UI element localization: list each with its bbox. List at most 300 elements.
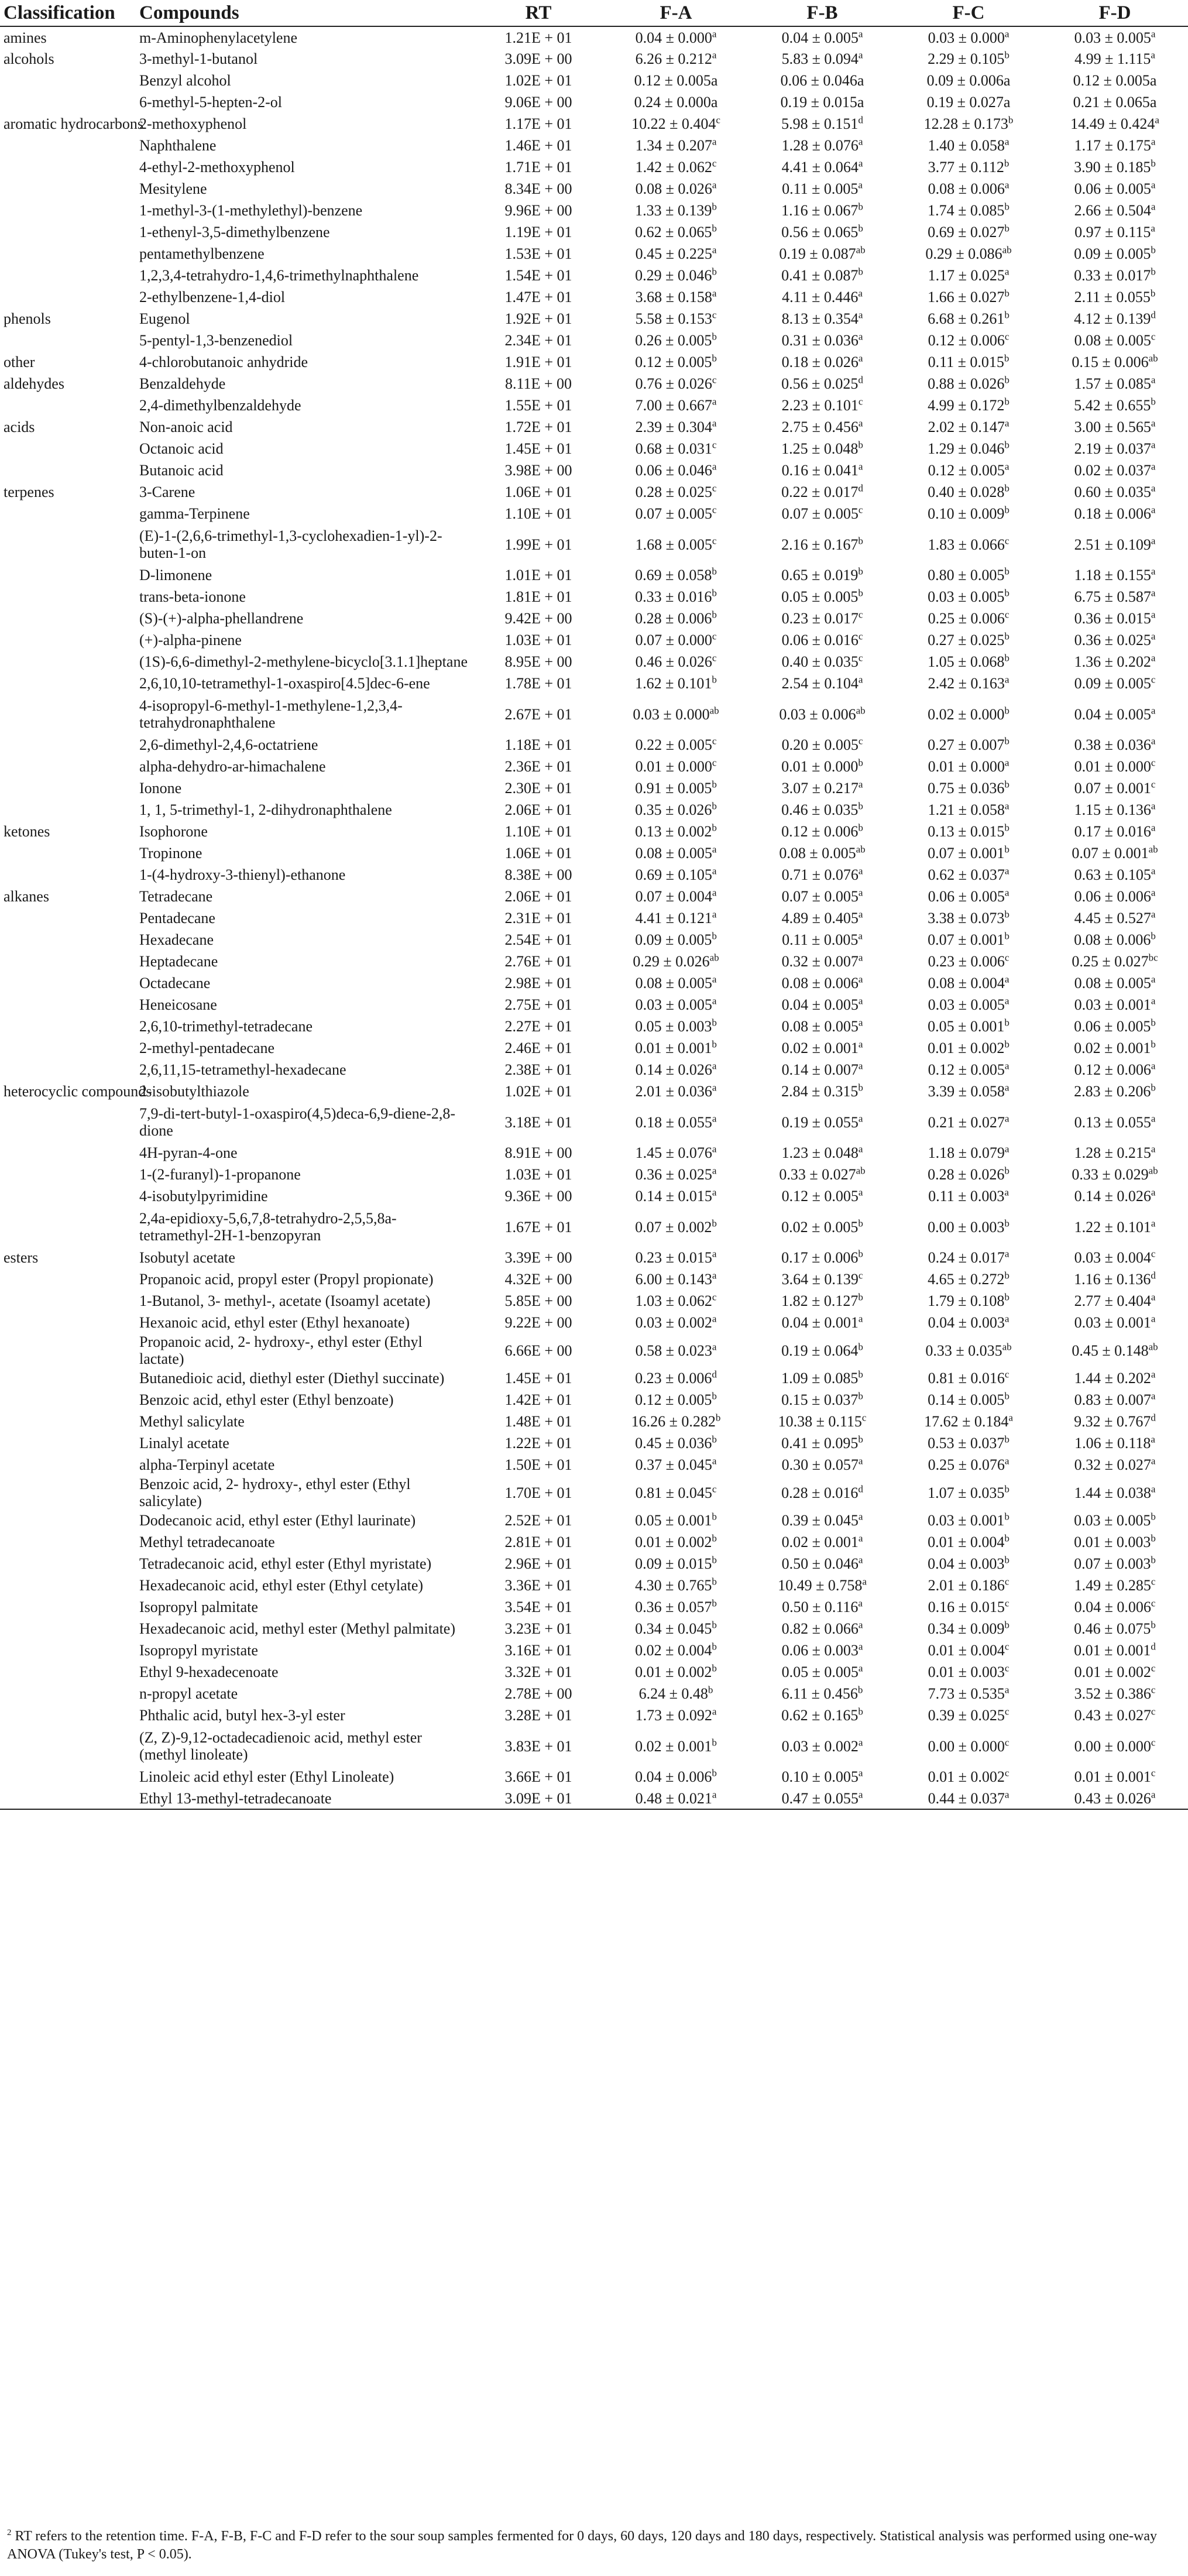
value-cell-fc xyxy=(895,994,1042,1016)
value-text: 1.44 ± 0.202 xyxy=(1074,1370,1151,1387)
rt-cell: 2.31E + 01 xyxy=(504,910,572,927)
value-text: 0.12 ± 0.005 xyxy=(928,1061,1005,1078)
value-cell-fb xyxy=(749,734,895,756)
value-cell-fd xyxy=(1042,994,1188,1016)
value-text: 0.20 ± 0.005 xyxy=(781,736,859,753)
value-text: 0.05 ± 0.005 xyxy=(781,588,859,605)
significance-letter: a xyxy=(1155,114,1159,126)
value-cell-fc xyxy=(895,265,1042,286)
classification-cell xyxy=(0,1596,136,1618)
value-text: 0.28 ± 0.025 xyxy=(635,483,712,500)
value-text: 2.01 ± 0.036 xyxy=(635,1083,712,1100)
table-row xyxy=(0,524,1188,564)
significance-letter: a xyxy=(712,417,717,429)
value-text: 1.16 ± 0.136 xyxy=(1074,1271,1151,1288)
value-text: 0.07 ± 0.002 xyxy=(635,1218,712,1236)
value-text: 0.83 ± 0.007 xyxy=(1074,1391,1151,1408)
compound-cell: 1-ethenyl-3,5-dimethylbenzene xyxy=(139,224,330,241)
significance-letter: ab xyxy=(1148,352,1158,364)
significance-letter: b xyxy=(1004,49,1010,61)
significance-letter: a xyxy=(712,1248,717,1260)
compound-cell: Linalyl acetate xyxy=(139,1435,229,1452)
value-text: 1.05 ± 0.068 xyxy=(928,653,1005,670)
value-text: 0.75 ± 0.036 xyxy=(928,780,1005,797)
value-text: 0.05 ± 0.005 xyxy=(781,1663,859,1680)
rt-cell: 1.06E + 01 xyxy=(504,483,572,500)
table-row xyxy=(0,200,1188,221)
value-text: 3.68 ± 0.158 xyxy=(635,289,712,306)
compound-cell: 4-isobutylpyrimidine xyxy=(139,1188,268,1205)
value-cell-fb xyxy=(749,972,895,994)
table-row xyxy=(0,1553,1188,1575)
value-text: 0.08 ± 0.006 xyxy=(781,975,859,992)
value-cell-fc xyxy=(895,1618,1042,1639)
value-cell-fb xyxy=(749,1268,895,1290)
table-row xyxy=(0,586,1188,608)
value-cell-fd xyxy=(1042,1389,1188,1411)
value-text: 0.07 ± 0.003 xyxy=(1074,1555,1151,1572)
value-cell-fb xyxy=(749,564,895,586)
header-fc: F-C xyxy=(895,0,1042,26)
value-cell-fa xyxy=(603,1454,749,1476)
compound-cell: (Z, Z)-9,12-octadecadienoic acid, methyl ester (methyl linoleate) xyxy=(139,1729,422,1763)
value-cell-fb xyxy=(749,1661,895,1683)
classification-cell xyxy=(0,673,136,694)
value-cell-fa xyxy=(603,1333,749,1367)
classification-cell xyxy=(0,1389,136,1411)
compound-cell: 2,4a-epidioxy-5,6,7,8-tetrahydro-2,5,5,8a-tetramethyl-2H-1-benzopyran xyxy=(139,1210,397,1244)
value-text: 0.08 ± 0.026 xyxy=(635,180,712,197)
value-text: 3.90 ± 0.185 xyxy=(1074,159,1151,176)
rt-cell: 1.22E + 01 xyxy=(504,1435,572,1452)
significance-letter: b xyxy=(1151,1017,1156,1028)
table-row xyxy=(0,308,1188,330)
classification-cell: alkanes xyxy=(4,888,49,905)
value-text: 4.41 ± 0.064 xyxy=(781,159,859,176)
value-cell-fd xyxy=(1042,330,1188,351)
rt-cell: 1.99E + 01 xyxy=(504,536,572,553)
value-text: 1.28 ± 0.076 xyxy=(781,137,859,154)
value-cell-fc xyxy=(895,1411,1042,1432)
table-row xyxy=(0,1268,1188,1290)
classification-cell xyxy=(0,1059,136,1081)
rt-cell: 1.55E + 01 xyxy=(504,397,572,414)
classification-cell xyxy=(0,756,136,777)
classification-cell xyxy=(0,1102,136,1142)
significance-letter: a xyxy=(712,995,717,1007)
compound-cell: Naphthalene xyxy=(139,137,217,154)
value-cell-fc xyxy=(895,1164,1042,1185)
significance-letter: a xyxy=(858,331,863,342)
significance-letter: b xyxy=(858,1217,863,1229)
significance-letter: c xyxy=(1151,1248,1156,1260)
value-cell-fa xyxy=(603,1788,749,1809)
value-text: 0.03 ± 0.000 xyxy=(928,29,1005,46)
significance-letter: a xyxy=(858,1060,863,1072)
value-text: 0.01 ± 0.000 xyxy=(928,758,1005,775)
significance-letter: b xyxy=(858,800,863,812)
significance-letter: c xyxy=(861,1412,867,1424)
significance-letter: a xyxy=(1004,800,1010,812)
compound-cell: Tetradecane xyxy=(139,888,213,905)
value-cell-fa xyxy=(603,178,749,200)
value-cell-fb xyxy=(749,821,895,842)
value-text: 0.29 ± 0.026 xyxy=(633,953,710,970)
value-text: 0.06 ± 0.005 xyxy=(928,888,1005,905)
value-cell-fb xyxy=(749,799,895,821)
significance-letter: b xyxy=(715,1412,721,1424)
value-cell-fa xyxy=(603,1411,749,1432)
significance-letter: c xyxy=(1004,1641,1010,1652)
significance-letter: a xyxy=(1004,1788,1010,1800)
value-cell-fd xyxy=(1042,1102,1188,1142)
value-text: 0.02 ± 0.001 xyxy=(1074,1040,1151,1057)
table-row xyxy=(0,929,1188,951)
value-text: 0.41 ± 0.095 xyxy=(781,1435,859,1452)
significance-letter: a xyxy=(1151,565,1156,577)
significance-letter: a xyxy=(1151,439,1156,451)
significance-letter: c xyxy=(1151,1736,1156,1748)
value-cell-fc xyxy=(895,1766,1042,1788)
rt-cell: 2.30E + 01 xyxy=(504,780,572,797)
value-cell-fc xyxy=(895,864,1042,886)
value-cell-fb xyxy=(749,243,895,265)
compound-cell: 3-methyl-1-butanol xyxy=(139,50,258,67)
value-cell-fa xyxy=(603,1268,749,1290)
significance-letter: b xyxy=(712,352,717,364)
significance-letter: a xyxy=(1004,266,1010,277)
significance-letter: ab xyxy=(709,952,719,963)
significance-letter: b xyxy=(858,1390,863,1402)
value-text: 1.18 ± 0.079 xyxy=(928,1144,1005,1161)
value-cell-fa xyxy=(603,1185,749,1207)
significance-letter: b xyxy=(708,1684,713,1696)
value-text: 2.51 ± 0.109 xyxy=(1074,536,1151,553)
value-cell-fd xyxy=(1042,1207,1188,1247)
value-text: 0.48 ± 0.021 xyxy=(635,1789,712,1807)
value-cell-fb xyxy=(749,1766,895,1788)
value-text: 2.75 ± 0.456 xyxy=(781,419,859,435)
value-text: 0.02 ± 0.001 xyxy=(781,1534,859,1551)
table-row xyxy=(0,156,1188,178)
significance-letter: b xyxy=(1004,1532,1010,1544)
value-cell-fa xyxy=(603,1081,749,1102)
value-text: 1.16 ± 0.067 xyxy=(781,202,859,219)
significance-letter: b xyxy=(1004,778,1010,790)
significance-letter: a xyxy=(1151,887,1156,898)
value-cell-fc xyxy=(895,929,1042,951)
value-cell-fc xyxy=(895,1683,1042,1704)
rt-cell: 1.21E + 01 xyxy=(504,29,572,46)
value-cell-fd xyxy=(1042,673,1188,694)
significance-letter: b xyxy=(858,1433,863,1445)
value-cell-fd xyxy=(1042,1553,1188,1575)
significance-letter: b xyxy=(1004,157,1010,169)
table-row xyxy=(0,1432,1188,1454)
value-text: 0.25 ± 0.076 xyxy=(928,1456,1005,1473)
value-text: 0.03 ± 0.005 xyxy=(1074,1512,1151,1529)
significance-letter: a xyxy=(712,1060,717,1072)
value-cell-fa xyxy=(603,1207,749,1247)
value-text: 0.04 ± 0.001 xyxy=(781,1314,859,1331)
significance-letter: c xyxy=(1151,331,1156,342)
value-cell-fd xyxy=(1042,243,1188,265)
value-cell-fb xyxy=(749,586,895,608)
value-cell-fd xyxy=(1042,373,1188,395)
value-text: 6.75 ± 0.587 xyxy=(1074,588,1151,605)
classification-cell xyxy=(0,907,136,929)
significance-letter: a xyxy=(858,136,863,148)
classification-cell xyxy=(0,503,136,524)
table-row xyxy=(0,1059,1188,1081)
table-row xyxy=(0,1766,1188,1788)
value-text: 0.46 ± 0.075 xyxy=(1074,1620,1151,1637)
value-text: 0.05 ± 0.003 xyxy=(635,1018,712,1035)
value-text: 0.10 ± 0.009 xyxy=(928,505,1005,522)
significance-letter: a xyxy=(1151,1060,1156,1072)
significance-letter: c xyxy=(1004,1736,1010,1748)
value-text: 0.53 ± 0.037 xyxy=(928,1435,1005,1452)
value-text: 0.07 ± 0.005 xyxy=(635,505,712,522)
significance-letter: a xyxy=(712,1455,717,1467)
value-text: 3.77 ± 0.112 xyxy=(928,159,1004,176)
classification-cell: aldehydes xyxy=(4,375,64,392)
value-text: 0.35 ± 0.026 xyxy=(635,801,712,818)
value-text: 0.04 ± 0.005 xyxy=(1074,705,1151,723)
table-row xyxy=(0,1037,1188,1059)
significance-letter: d xyxy=(1151,1412,1156,1424)
value-cell-fa xyxy=(603,1432,749,1454)
value-cell-fb xyxy=(749,1333,895,1367)
value-text: 4.99 ± 0.172 xyxy=(928,397,1005,414)
rt-cell: 6.66E + 00 xyxy=(504,1342,572,1359)
value-text: 0.08 ± 0.006 xyxy=(928,180,1005,197)
value-text: 1.25 ± 0.048 xyxy=(781,440,859,457)
value-cell-fa xyxy=(603,673,749,694)
value-text: 3.52 ± 0.386 xyxy=(1074,1685,1151,1702)
significance-letter: c xyxy=(712,630,717,642)
value-cell-fd xyxy=(1042,821,1188,842)
value-cell-fd xyxy=(1042,907,1188,929)
table-row xyxy=(0,777,1188,799)
rt-cell: 2.76E + 01 xyxy=(504,953,572,970)
value-text: 0.18 ± 0.055 xyxy=(635,1113,712,1131)
value-cell-fb xyxy=(749,1726,895,1766)
classification-cell xyxy=(0,1618,136,1639)
significance-letter: b xyxy=(1004,504,1010,516)
value-text: 0.06 ± 0.046a xyxy=(780,72,864,89)
significance-letter: b xyxy=(1151,157,1156,169)
significance-letter: b xyxy=(712,609,717,620)
value-cell-fa xyxy=(603,951,749,972)
classification-cell: esters xyxy=(4,1249,39,1266)
value-cell-fc xyxy=(895,972,1042,994)
significance-letter: a xyxy=(858,1619,863,1631)
compound-cell: (S)-(+)-alpha-phellandrene xyxy=(139,610,304,627)
value-cell-fb xyxy=(749,608,895,629)
compound-cell: 1,2,3,4-tetrahydro-1,4,6-trimethylnaphthalene xyxy=(139,267,419,284)
value-text: 0.50 ± 0.046 xyxy=(781,1555,859,1572)
value-text: 1.68 ± 0.005 xyxy=(635,536,712,553)
table-row xyxy=(0,286,1188,308)
significance-letter: c xyxy=(858,396,863,407)
significance-letter: a xyxy=(1151,1112,1156,1124)
classification-cell xyxy=(0,1207,136,1247)
rt-cell: 1.10E + 01 xyxy=(504,823,572,840)
value-text: 0.39 ± 0.045 xyxy=(781,1512,859,1529)
significance-letter: a xyxy=(858,28,863,39)
classification-cell xyxy=(0,178,136,200)
classification-cell xyxy=(0,330,136,351)
value-cell-fa xyxy=(603,1367,749,1389)
value-text: 0.12 ± 0.005 xyxy=(635,354,712,371)
value-cell-fa xyxy=(603,972,749,994)
classification-cell xyxy=(0,972,136,994)
value-text: 0.62 ± 0.065 xyxy=(635,224,712,241)
significance-letter: b xyxy=(1004,652,1010,664)
value-text: 2.42 ± 0.163 xyxy=(928,675,1005,692)
footnote xyxy=(7,2527,1177,2564)
significance-letter: b xyxy=(1004,201,1010,212)
value-text: 1.29 ± 0.046 xyxy=(928,440,1005,457)
rt-cell: 5.85E + 00 xyxy=(504,1292,572,1309)
header-fd: F-D xyxy=(1042,0,1188,26)
table-row xyxy=(0,1164,1188,1185)
value-text: 5.42 ± 0.655 xyxy=(1074,397,1151,414)
value-cell-fb xyxy=(749,524,895,564)
value-text: 6.68 ± 0.261 xyxy=(928,310,1005,327)
significance-letter: c xyxy=(1004,952,1010,963)
value-cell-fa xyxy=(603,221,749,243)
significance-letter: a xyxy=(1151,735,1156,747)
value-text: 0.12 ± 0.005a xyxy=(634,72,718,89)
value-cell-fc xyxy=(895,70,1042,91)
compound-cell: pentamethylbenzene xyxy=(139,245,265,262)
value-cell-fa xyxy=(603,629,749,651)
significance-letter: c xyxy=(712,757,717,769)
rt-cell: 1.50E + 01 xyxy=(504,1456,572,1473)
value-text: 0.07 ± 0.005 xyxy=(781,505,859,522)
significance-letter: a xyxy=(858,973,863,985)
value-text: 0.17 ± 0.016 xyxy=(1074,823,1151,840)
value-text: 0.41 ± 0.087 xyxy=(781,267,859,284)
compound-cell: Hexadecanoic acid, ethyl ester (Ethyl cetylate) xyxy=(139,1577,424,1594)
value-cell-fd xyxy=(1042,1704,1188,1726)
rt-cell: 1.42E + 01 xyxy=(504,1391,572,1408)
table-row xyxy=(0,951,1188,972)
significance-letter: b xyxy=(712,1554,717,1566)
significance-letter: a xyxy=(712,843,717,855)
significance-letter: ab xyxy=(1148,1165,1158,1176)
value-text: 6.26 ± 0.212 xyxy=(635,50,712,67)
significance-letter: b xyxy=(1004,735,1010,747)
significance-letter: ab xyxy=(1002,1340,1012,1352)
value-cell-fb xyxy=(749,1788,895,1809)
significance-letter: b xyxy=(712,587,717,599)
value-cell-fb xyxy=(749,1575,895,1596)
value-cell-fb xyxy=(749,113,895,135)
value-text: 0.15 ± 0.006 xyxy=(1072,354,1149,371)
significance-letter: a xyxy=(712,1706,717,1717)
compound-cell: Methyl salicylate xyxy=(139,1413,245,1430)
significance-letter: a xyxy=(1151,1433,1155,1445)
value-text: 1.28 ± 0.215 xyxy=(1074,1144,1151,1161)
value-text: 0.01 ± 0.001 xyxy=(1074,1768,1151,1785)
value-text: 10.38 ± 0.115 xyxy=(778,1413,862,1430)
table-row xyxy=(0,395,1188,416)
value-text: 0.18 ± 0.006 xyxy=(1074,505,1151,522)
value-cell-fd xyxy=(1042,395,1188,416)
value-cell-fc xyxy=(895,734,1042,756)
significance-letter: b xyxy=(712,800,717,812)
compound-cell: alpha-Terpinyl acetate xyxy=(139,1456,275,1473)
significance-letter: a xyxy=(858,461,863,472)
value-text: 0.01 ± 0.001 xyxy=(635,1040,712,1057)
rt-cell: 2.78E + 00 xyxy=(504,1685,572,1702)
value-cell-fa xyxy=(603,91,749,113)
value-cell-fb xyxy=(749,416,895,438)
value-text: 0.06 ± 0.005 xyxy=(1074,180,1151,197)
value-cell-fb xyxy=(749,481,895,503)
rt-cell: 3.98E + 00 xyxy=(504,462,572,479)
value-text: 0.13 ± 0.002 xyxy=(635,823,712,840)
value-text: 0.36 ± 0.057 xyxy=(635,1599,712,1615)
classification-cell xyxy=(0,1683,136,1704)
classification-cell xyxy=(0,221,136,243)
significance-letter: b xyxy=(712,1433,717,1445)
compound-cell: Octadecane xyxy=(139,975,211,992)
classification-cell xyxy=(0,1704,136,1726)
value-text: 4.89 ± 0.405 xyxy=(781,910,859,927)
value-text: 0.07 ± 0.001 xyxy=(928,845,1005,862)
rt-cell: 2.34E + 01 xyxy=(504,332,572,349)
significance-letter: b xyxy=(858,822,863,833)
significance-letter: b xyxy=(1004,908,1010,920)
significance-letter: a xyxy=(1151,374,1156,386)
table-row xyxy=(0,438,1188,459)
significance-letter: a xyxy=(1151,908,1156,920)
value-text: 0.01 ± 0.002 xyxy=(635,1534,712,1551)
header-row xyxy=(0,0,1188,26)
rt-cell: 3.28E + 01 xyxy=(504,1707,572,1724)
classification-cell xyxy=(0,1531,136,1553)
value-text: 0.13 ± 0.055 xyxy=(1074,1113,1151,1131)
table-row xyxy=(0,1312,1188,1333)
table-row xyxy=(0,1333,1188,1367)
value-cell-fb xyxy=(749,438,895,459)
rt-cell: 1.06E + 01 xyxy=(504,845,572,862)
value-text: 0.34 ± 0.045 xyxy=(635,1620,712,1637)
significance-letter: b xyxy=(1151,1554,1156,1566)
value-cell-fa xyxy=(603,1164,749,1185)
significance-letter: b xyxy=(858,565,863,577)
value-text: 0.29 ± 0.086 xyxy=(925,245,1002,262)
value-cell-fc xyxy=(895,1367,1042,1389)
value-text: 0.81 ± 0.045 xyxy=(635,1484,712,1501)
compound-cell: 4-isopropyl-6-methyl-1-methylene-1,2,3,4-tetrahydronaphthalene xyxy=(139,697,403,731)
value-cell-fa xyxy=(603,886,749,907)
significance-letter: b xyxy=(1004,1165,1010,1176)
significance-letter: a xyxy=(858,49,863,61)
value-text: 2.77 ± 0.404 xyxy=(1074,1292,1151,1309)
classification-cell xyxy=(0,1639,136,1661)
rt-cell: 2.27E + 01 xyxy=(504,1018,572,1035)
classification-cell xyxy=(0,1726,136,1766)
value-text: 0.16 ± 0.015 xyxy=(928,1599,1005,1615)
classification-cell xyxy=(0,135,136,156)
significance-letter: a xyxy=(858,287,863,299)
value-cell-fb xyxy=(749,91,895,113)
